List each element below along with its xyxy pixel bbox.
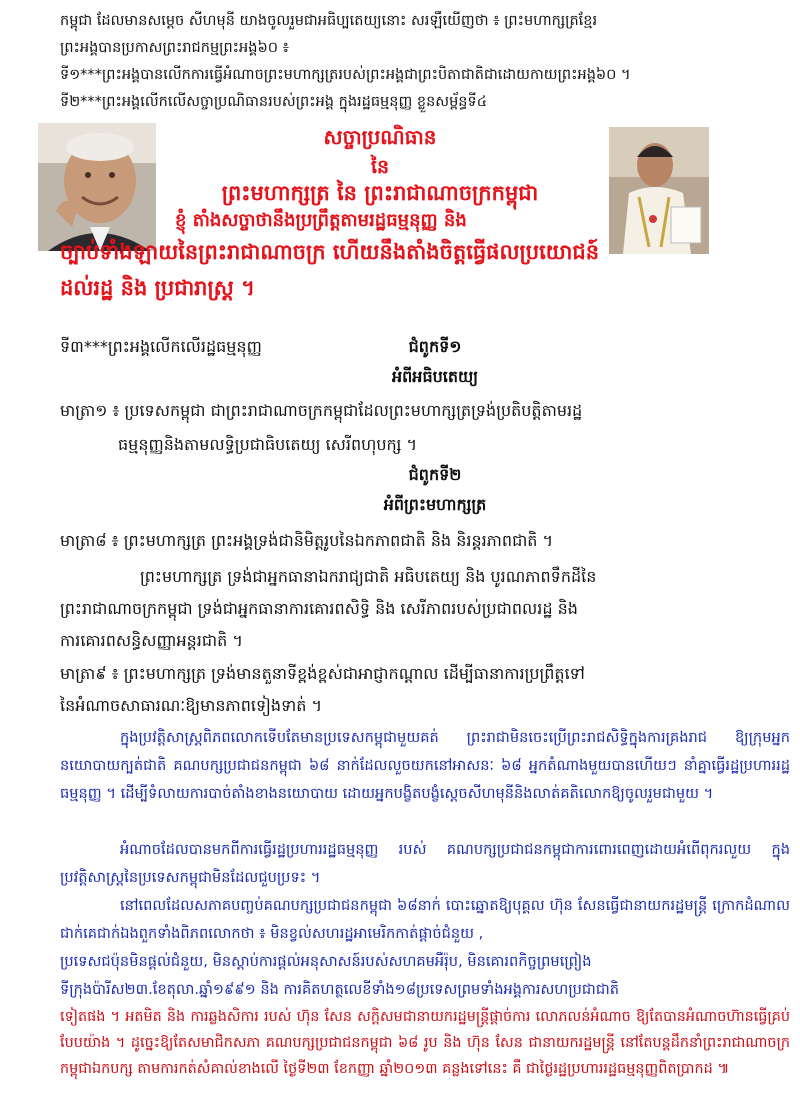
article-1-continued: ធម្មនុញ្ញនិងតាមលទ្ធិប្រជាធិបតេយ្យ សេរីពហុបក្ស ។	[118, 435, 418, 454]
commentary-paragraph-1: ក្នុងប្រវត្តិសាស្ត្រពិភពលោកទើបតែមានប្រទេសកម្ពុជាមួយគត់ ព្រះរាជាមិនចេះប្រើព្រះរាជសិទ្ធិក្នុងការគ្រងរាជ ឱ្យក្រុមអ្នកនយោបាយក្បត់ជាតិ គណបក្សប្រជាជនកម្ពុជា ៦៨ នាក់ដែលលួចយកនៅអាសនៈ ៦៨ អ្នកតំណាងមួយបានហើយៗ នាំគ្នាធ្វើរដ្ឋប្រហាររដ្ឋធម្មនុញ្ញ ។ ដើម្បីទំលាយការបាច់តាំងខាងនយោបាយ ដោយអ្នកបង្ខិតបង្ខំស្តេចសីហមុនីនិងលាត់គតិលោកឱ្យចូលរួមជាមួយ ។	[60, 729, 790, 802]
title-line-4: ខ្ញុំ តាំងសច្ចាថានឹងប្រព្រឹត្តតាមរដ្ឋធម្មនុញ្ញ និង	[175, 210, 467, 231]
article-9: មាត្រា៩ ៖ ព្រះមហាក្សត្រ ទ្រង់មានតួនាទីខ្ពង់ខ្ពស់ជាអាជ្ញាកណ្តាល ដើម្បីធានាការប្រព្រឹត្តទៅ	[60, 664, 585, 683]
article-8-para-2-line-1: ព្រះមហាក្សត្រ ទ្រង់ជាអ្នកធានាឯករាជ្យជាតិ អធិបតេយ្យ និង បូរណភាពទឹកដីនៃ	[140, 567, 597, 586]
commentary-paragraph-2: អំណាចដែលបានមកពីការធ្វើរដ្ឋប្រហាររដ្ឋធម្មនុញ្ញ របស់ គណបក្សប្រជាជនកម្ពុជាការពោរពេញដោយអំពើពុករលួយ ក្នុងប្រវត្តិសាស្ត្រនៃប្រទេសកម្ពុជាមិនដែលជួបប្រទះ ។	[60, 841, 790, 886]
commentary-paragraph-4: ប្រទេសជប៉ុនមិនផ្តល់ជំនួយ, មិនស្តាប់ការផ្តល់អនុសាសន៍របស់សហគមអឺរ៉ុប, មិនគោរពកិច្ចព្រមព្រៀង	[60, 953, 592, 970]
title-line-5: ច្បាប់ទាំងឡាយនៃព្រះរាជាណាចក្រ ហើយនឹងតាំងចិត្តធ្វើផលប្រយោជន៍	[60, 240, 600, 264]
section-3-label: ទី៣***ព្រះអង្គលើកលើរដ្ឋធម្មនុញ្ញ	[60, 337, 262, 356]
title-line-2: នៃ	[370, 156, 390, 178]
chapter-2-heading: ជំពូកទី២	[408, 465, 462, 484]
article-8-para-2-line-3: ការគោរពសន្ធិសញ្ញាអន្តរជាតិ ។	[60, 631, 243, 650]
chapter-1-heading: ជំពូកទី១	[408, 337, 462, 356]
commentary-closing: ទៀតផង ។ អតមិត និង ការឆ្លងសិការ របស់ ហ៊ុន សែន សក្តិសមជានាយករដ្ឋមន្ត្រីផ្តាច់ការ លោភលន់អំណាច ឱ្យតែបានអំណាចហ៊ានធ្វើគ្រប់បែបយ៉ាង ។ ដូច្នេះឱ្យតែសមាជិកសភា គណបក្សប្រជាជនកម្ពុជា ៦៨ រូប និង ហ៊ុន សែន ជានាយករដ្ឋមន្ត្រី នៅតែបន្តដឹកនាំព្រះរាជាណាចក្រកម្ពុជាឯកបក្ស តាមការកត់សំគាល់ខាងលើ ថ្ងៃទី២៣ ខែកញ្ញា ឆ្នាំ២០១៣ គន្លងទៅនេះ គឺ ជាថ្ងៃរដ្ឋប្រហាររដ្ឋធម្មនុញ្ញពិតប្រាកដ ៕	[60, 1009, 790, 1077]
article-8: មាត្រា៨ ៖ ព្រះមហាក្សត្រ ព្រះអង្គទ្រង់ជានិមិត្តរូបនៃឯកភាពជាតិ និង និរន្តរភាពជាតិ ។	[60, 531, 554, 550]
portrait-king	[609, 127, 709, 254]
intro-line-3: ទី១***ព្រះអង្គបានលើកការធ្វើអំណាចព្រះមហាក្សត្ររបស់ព្រះអង្គជាព្រះបិតាជាតិជាដោយកាយព្រះអង្គ៦០ ។	[60, 67, 631, 83]
title-line-1: សច្ចាប្រណិធាន	[323, 125, 437, 149]
intro-line-1: កម្ពុជា ដែលមានសម្តេច សីហមុនី យាងចូលរួមជាអធិប្បតេយ្យនោះ សរឡឹយើញថា ៖ ព្រះមហាក្សត្រខ្មែរ	[60, 13, 598, 29]
chapter-2-title: អំពីព្រះមហាក្សត្រ	[383, 495, 487, 514]
portrait-former-king	[38, 123, 156, 251]
commentary-paragraph-5a: ទីក្រុងប៉ារីស២៣.ខែតុលា.ឆ្នាំ១៩៩១ និង ការគិតហត្ថលេខីទាំង១៨ប្រទេសព្រមទាំងអង្គការសហប្រជាជាតិ	[60, 981, 619, 998]
chapter-1-title: អំពីអធិបតេយ្យ	[391, 367, 478, 386]
article-1: មាត្រា១ ៖ ប្រទេសកម្ពុជា ជាព្រះរាជាណាចក្រកម្ពុជាដែលព្រះមហាក្សត្រទ្រង់ប្រតិបត្តិតាមរដ្ឋ	[60, 401, 583, 420]
intro-line-2: ព្រះអង្គបានប្រកាសព្រះរាជកម្មព្រះអង្គ៦០ ៖	[60, 40, 289, 56]
intro-paragraph	[60, 8, 790, 116]
intro-line-4: ទី២***ព្រះអង្គលើកលើសច្ចាប្រណិធានរបស់ព្រះអង្គ ក្នុងរដ្ឋធម្មនុញ្ញ ខ្លួនសម្ព័ន្ធទី៤	[60, 94, 487, 110]
article-9-continued: នៃអំណាចសាធារណៈឱ្យមានភាពទៀងទាត់ ។	[60, 696, 323, 715]
title-line-6: ដល់រដ្ឋ និង ប្រជារាស្ត្រ ។	[60, 276, 255, 300]
article-8-para-2-line-2: ព្រះរាជាណាចក្រកម្ពុជា ទ្រង់ជាអ្នកធានាការគោរពសិទ្ធិ និង សេរីភាពរបស់ប្រជាពលរដ្ឋ និង	[60, 599, 578, 618]
commentary-paragraph-3: នៅពេលដែលសភាគបញ្ចប់គណបក្សប្រជាជនកម្ពុជា ៦៨នាក់ បោះឆ្នោតឱ្យបុគ្គល ហ៊ុន សែនធ្វើជានាយករដ្ឋមន្ត្រី ក្រោកដំណាលជាក់គេជាក់ឯងពួកទាំងពិភពលោកថា ៖ មិនខ្វល់សហរដ្ឋអាមេរិកកាត់ផ្តាច់ជំនួយ ,	[60, 897, 790, 942]
title-line-3: ព្រះមហាក្សត្រ នៃ ព្រះរាជាណាចក្រកម្ពុជា	[221, 181, 539, 205]
